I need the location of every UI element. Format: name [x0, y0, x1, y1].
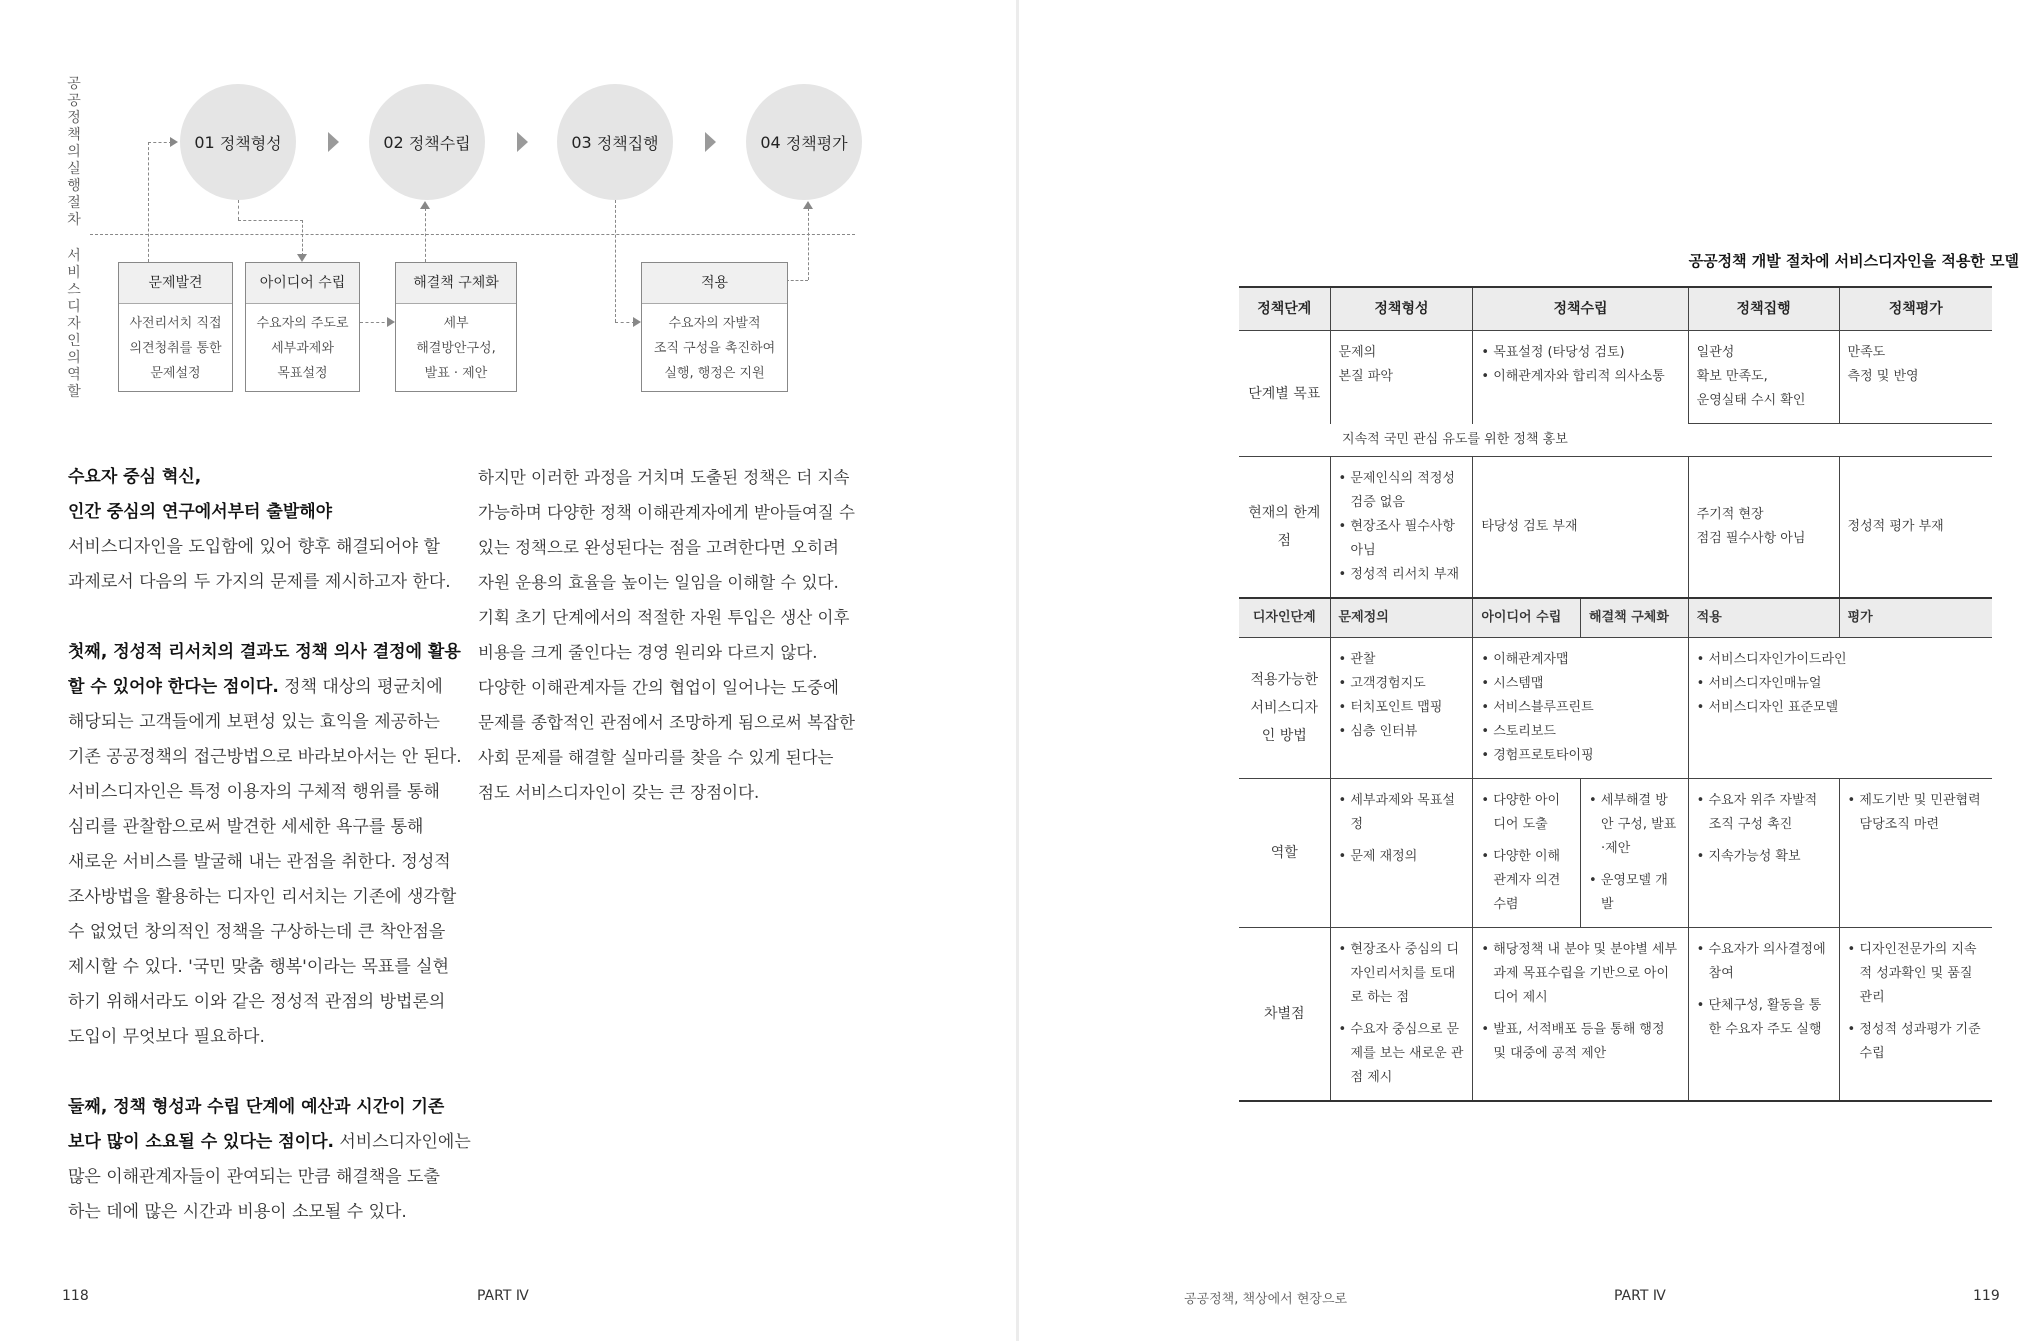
list-item: • 관찰 [1339, 648, 1465, 672]
design-stage-row [1239, 598, 1992, 638]
list-item: • 다양한 아이디어 도출 [1481, 789, 1572, 837]
table-cell [1688, 457, 1839, 599]
connector-line [425, 208, 426, 262]
paragraph-line: 해당되는 고객들에게 보편성 있는 효익을 제공하는 [68, 712, 440, 732]
cell-line: 본질 파악 [1338, 369, 1393, 384]
paragraph-line: 둘째, 정책 형성과 수립 단계에 예산과 시간이 기존 [68, 1097, 445, 1117]
policy-design-model-table [1239, 286, 1992, 1102]
text-column-2 [478, 460, 855, 810]
paragraph-line: 하는 데에 많은 시간과 비용이 소모될 수 있다. [68, 1202, 407, 1222]
table-cell [1330, 457, 1473, 599]
left-page [0, 0, 1016, 1341]
role-box-line: 조직 구성을 촉진하여 [653, 341, 776, 356]
part-label: PART Ⅳ [477, 1288, 529, 1304]
table-cell [1688, 779, 1839, 928]
list-item: • 세부해결 방안 구성, 발표·제안 [1589, 789, 1680, 861]
role-box-title: 문제발견 [119, 263, 232, 304]
row-header-methods: 적용가능한 서비스디자인 방법 [1239, 638, 1330, 779]
table-cell [1839, 331, 1992, 424]
paragraph-line: 하지만 이러한 과정을 거치며 도출된 정책은 더 지속 [478, 468, 850, 487]
header-cell: 정책형성 [1330, 287, 1473, 331]
row-header-limits: 현재의 한계점 [1239, 457, 1330, 599]
connector-line [238, 220, 303, 221]
role-box-line: 목표설정 [277, 366, 328, 381]
cell-line: 주기적 현장 [1696, 507, 1764, 522]
arrow-right-icon [328, 132, 339, 152]
table-cell [1473, 638, 1688, 779]
list-item: • 디자인전문가의 지속적 성과확인 및 품질관리 [1848, 938, 1984, 1010]
table-row [1239, 424, 1992, 457]
role-box-line: 발표 · 제안 [424, 366, 488, 381]
paragraph-line: 조사방법을 활용하는 디자인 리서치는 기존에 생각할 [68, 887, 457, 907]
paragraph-line: 심리를 관찰함으로써 발견한 세세한 욕구를 통해 [68, 817, 424, 837]
list-item: • 서비스디자인가이드라인 [1697, 648, 1984, 672]
paragraph-line: 서비스디자인을 도입함에 있어 향후 해결되어야 할 [68, 537, 440, 557]
paragraph-line: 도입이 무엇보다 필요하다. [68, 1027, 265, 1047]
side-label-policy-process: 공공정책의 실행절차 [67, 76, 81, 228]
list-item: • 발표, 서적배포 등을 통해 행정 및 대중에 공적 제안 [1481, 1018, 1679, 1066]
list-item: • 정성적 성과평가 기준 수립 [1848, 1018, 1984, 1066]
role-box-line: 세부과제와 [271, 341, 334, 356]
role-box-line: 세부 [443, 316, 469, 331]
paragraph-line: 서비스디자인은 특정 이용자의 구체적 행위를 통해 [68, 782, 440, 802]
connector-line [786, 280, 808, 281]
table-cell [1473, 331, 1688, 424]
paragraph-line: 수 없었던 창의적인 정책을 구상하는데 큰 착안점을 [68, 922, 446, 942]
header-cell: 정책평가 [1839, 287, 1992, 331]
arrowhead-up-icon [420, 201, 430, 209]
list-item: • 경험프로토타이핑 [1481, 744, 1679, 768]
arrow-right-icon [517, 132, 528, 152]
stage-label: 정책형성 [219, 133, 282, 153]
table-row [1239, 779, 1992, 928]
cell-line: 운영실태 수시 확인 [1696, 393, 1806, 408]
paragraph-line: 새로운 서비스를 발굴해 내는 관점을 취한다. 정성적 [68, 852, 451, 872]
paragraph-line: 다양한 이해관계자들 간의 협업이 일어나는 도중에 [478, 678, 839, 697]
connector-line [360, 322, 390, 323]
list-item: • 이해관계자와 합리적 의사소통 [1481, 365, 1679, 389]
row-header-diff: 차별점 [1239, 928, 1330, 1102]
paragraph-line: 비용을 크게 줄인다는 경영 원리와 다르지 않다. [478, 643, 818, 662]
table-cell [1581, 779, 1689, 928]
header-cell: 정책집행 [1688, 287, 1839, 331]
role-box-line: 문제설정 [150, 366, 201, 381]
connector-line [148, 142, 172, 143]
emphasis-text: 할 수 있어야 한다는 점이다. [68, 677, 279, 697]
paragraph-text: 정책 대상의 평균치에 [278, 677, 443, 697]
header-cell: 해결책 구체화 [1581, 598, 1689, 638]
table-cell [1473, 928, 1688, 1102]
arrowhead-right-icon [170, 137, 178, 147]
arrow-right-icon [705, 132, 716, 152]
paragraph-line: 기획 초기 단계에서의 적절한 자원 투입은 생산 이후 [478, 608, 850, 627]
list-item: • 수요자가 의사결정에 참여 [1697, 938, 1831, 986]
role-box-line: 의견청취를 통한 [129, 341, 222, 356]
table-cell [1330, 779, 1473, 928]
list-item: • 해당정책 내 분야 및 분야별 세부과제 목표수립을 기반으로 아이디어 제시 [1481, 938, 1679, 1010]
connector-line [615, 200, 616, 322]
paragraph-line: 하기 위해서라도 이와 같은 정성적 관점의 방법론의 [68, 992, 446, 1012]
paragraph-line: 점도 서비스디자인이 갖는 큰 장점이다. [478, 783, 760, 802]
table-row [1239, 331, 1992, 424]
paragraph-line: 사회 문제를 해결할 실마리를 찾을 수 있게 된다는 [478, 748, 834, 767]
table-header-row [1239, 287, 1992, 331]
list-item: • 서비스블루프린트 [1481, 696, 1679, 720]
list-item: • 이해관계자맵 [1481, 648, 1679, 672]
row-header-roles: 역할 [1239, 779, 1330, 928]
paragraph-line: 가능하며 다양한 정책 이해관계자에게 받아들여질 수 [478, 503, 855, 522]
running-title: 공공정책, 책상에서 현장으로 [1184, 1292, 1348, 1307]
table-cell: 지속적 국민 관심 유도를 위한 정책 홍보 [1330, 424, 1992, 457]
table-title: 공공정책 개발 절차에 서비스디자인을 적용한 모델 [1688, 252, 2019, 270]
paragraph-line: 기존 공공정책의 접근방법으로 바라보아서는 안 된다. [68, 747, 462, 767]
header-cell: 평가 [1839, 598, 1992, 638]
header-cell: 정책단계 [1239, 287, 1330, 331]
list-item: • 수요자 중심으로 문제를 보는 새로운 관점 제시 [1339, 1018, 1465, 1090]
paragraph-line: 많은 이해관계자들이 관여되는 만큼 해결책을 도출 [68, 1167, 440, 1187]
cell-line: 확보 만족도, [1696, 369, 1768, 384]
paragraph-line: 문제를 종합적인 관점에서 조망하게 됨으로써 복잡한 [478, 713, 855, 732]
paragraph-line [68, 1125, 471, 1160]
connector-line [808, 208, 809, 280]
row-header-goal: 단계별 목표 [1239, 331, 1330, 457]
emphasis-text: 보다 많이 소요될 수 있다는 점이다. [68, 1132, 334, 1152]
paragraph-line: 제시할 수 있다. '국민 맞춤 행복'이라는 목표를 실현 [68, 957, 450, 977]
paragraph-line [68, 670, 471, 705]
table-cell [1688, 928, 1839, 1102]
table-cell [1839, 779, 1992, 928]
role-box-line: 사전리서치 직접 [129, 316, 222, 331]
list-item: • 수요자 위주 자발적 조직 구성 촉진 [1697, 789, 1831, 837]
stage-label: 정책수립 [408, 133, 471, 153]
role-box-title: 아이디어 수립 [246, 263, 359, 304]
arrowhead-up-icon [803, 201, 813, 209]
list-item: • 심층 인터뷰 [1339, 720, 1465, 744]
connector-line [615, 322, 635, 323]
stage-number: 04 [760, 132, 781, 152]
connector-line [238, 200, 239, 220]
list-item: • 제도기반 및 민관협력담당조직 마련 [1848, 789, 1984, 837]
header-cell: 아이디어 수립 [1473, 598, 1581, 638]
divider-dashed-line [90, 234, 855, 235]
list-item: • 목표설정 (타당성 검토) [1481, 341, 1679, 365]
list-item: • 스토리보드 [1481, 720, 1679, 744]
list-item: • 운영모델 개발 [1589, 869, 1680, 917]
list-item: • 단체구성, 활동을 통한 수요자 주도 실행 [1697, 994, 1831, 1042]
table-cell [1473, 779, 1581, 928]
stage-circle-2 [369, 84, 485, 200]
role-box-line: 해결방안구성, [416, 341, 496, 356]
connector-line [302, 220, 303, 256]
text-column-1 [68, 460, 471, 1230]
paragraph-line: 있는 정책으로 완성된다는 점을 고려한다면 오히려 [478, 538, 839, 557]
role-box-title: 해결책 구체화 [396, 263, 516, 304]
section-heading: 인간 중심의 연구에서부터 출발해야 [68, 502, 333, 522]
paragraph-text: 서비스디자인에는 [333, 1132, 471, 1152]
role-box-title: 적용 [642, 263, 787, 304]
list-item: • 지속가능성 확보 [1697, 845, 1831, 869]
table-cell: 타당성 검토 부재 [1473, 457, 1688, 599]
paragraph-line: 자원 운용의 효율을 높이는 일임을 이해할 수 있다. [478, 573, 839, 592]
stage-label: 정책집행 [596, 133, 659, 153]
table-cell [1688, 331, 1839, 424]
list-item: • 문제인식의 적정성 검증 없음 [1339, 467, 1465, 515]
part-label: PART Ⅳ [1614, 1288, 1666, 1304]
header-cell: 디자인단계 [1239, 598, 1330, 638]
stage-number: 01 [194, 132, 215, 152]
role-box-line: 실행, 행정은 지원 [664, 366, 765, 381]
role-box-application [641, 262, 788, 392]
side-label-design-role: 서비스디자인의 역할 [67, 248, 81, 400]
role-box-idea [245, 262, 360, 392]
table-row [1239, 638, 1992, 779]
arrowhead-down-icon [297, 254, 307, 262]
stage-circle-3 [557, 84, 673, 200]
stage-number: 03 [571, 132, 592, 152]
cell-line: 만족도 [1847, 345, 1886, 360]
list-item: • 시스템맵 [1481, 672, 1679, 696]
table-cell [1330, 928, 1473, 1102]
cell-line: 문제의 [1338, 345, 1377, 360]
header-cell: 정책수립 [1473, 287, 1688, 331]
table-cell [1330, 638, 1473, 779]
arrowhead-right-icon [633, 317, 641, 327]
role-box-line: 수요자의 자발적 [668, 316, 761, 331]
table-cell [1330, 331, 1473, 424]
list-item: • 현장조사 필수사항 아님 [1339, 515, 1465, 563]
right-page [1019, 0, 2035, 1341]
section-heading: 수요자 중심 혁신, [68, 467, 202, 487]
table-cell [1688, 638, 1992, 779]
header-cell: 적용 [1688, 598, 1839, 638]
stage-circle-1 [180, 84, 296, 200]
list-item: • 서비스디자인매뉴얼 [1697, 672, 1984, 696]
page-number: 119 [1973, 1288, 2000, 1304]
cell-line: 점검 필수사항 아님 [1696, 531, 1806, 546]
header-cell: 문제정의 [1330, 598, 1473, 638]
cell-line: 측정 및 반영 [1847, 369, 1919, 384]
table-row [1239, 928, 1992, 1102]
list-item: • 다양한 이해관계자 의견 수렴 [1481, 845, 1572, 917]
list-item: • 현장조사 중심의 디자인리서치를 토대로 하는 점 [1339, 938, 1465, 1010]
table-cell: 정성적 평가 부재 [1839, 457, 1992, 599]
paragraph-line: 첫째, 정성적 리서치의 결과도 정책 의사 결정에 활용 [68, 642, 461, 662]
role-box-solution [395, 262, 517, 392]
role-box-problem-discovery [118, 262, 233, 392]
connector-line [148, 142, 149, 262]
list-item: • 고객경험지도 [1339, 672, 1465, 696]
table-row [1239, 457, 1992, 599]
page-number: 118 [62, 1288, 89, 1304]
stage-label: 정책평가 [785, 133, 848, 153]
list-item: • 세부과제와 목표설정 [1339, 789, 1465, 837]
stage-circle-4 [746, 84, 862, 200]
list-item: • 터치포인트 맵핑 [1339, 696, 1465, 720]
list-item: • 문제 재정의 [1339, 845, 1465, 869]
arrowhead-right-icon [387, 317, 395, 327]
table-cell [1839, 928, 1992, 1102]
cell-line: 일관성 [1696, 345, 1735, 360]
list-item: • 서비스디자인 표준모델 [1697, 696, 1984, 720]
list-item: • 정성적 리서치 부재 [1339, 563, 1465, 587]
role-box-line: 수요자의 주도로 [256, 316, 349, 331]
stage-number: 02 [383, 132, 404, 152]
paragraph-line: 과제로서 다음의 두 가지의 문제를 제시하고자 한다. [68, 572, 451, 592]
